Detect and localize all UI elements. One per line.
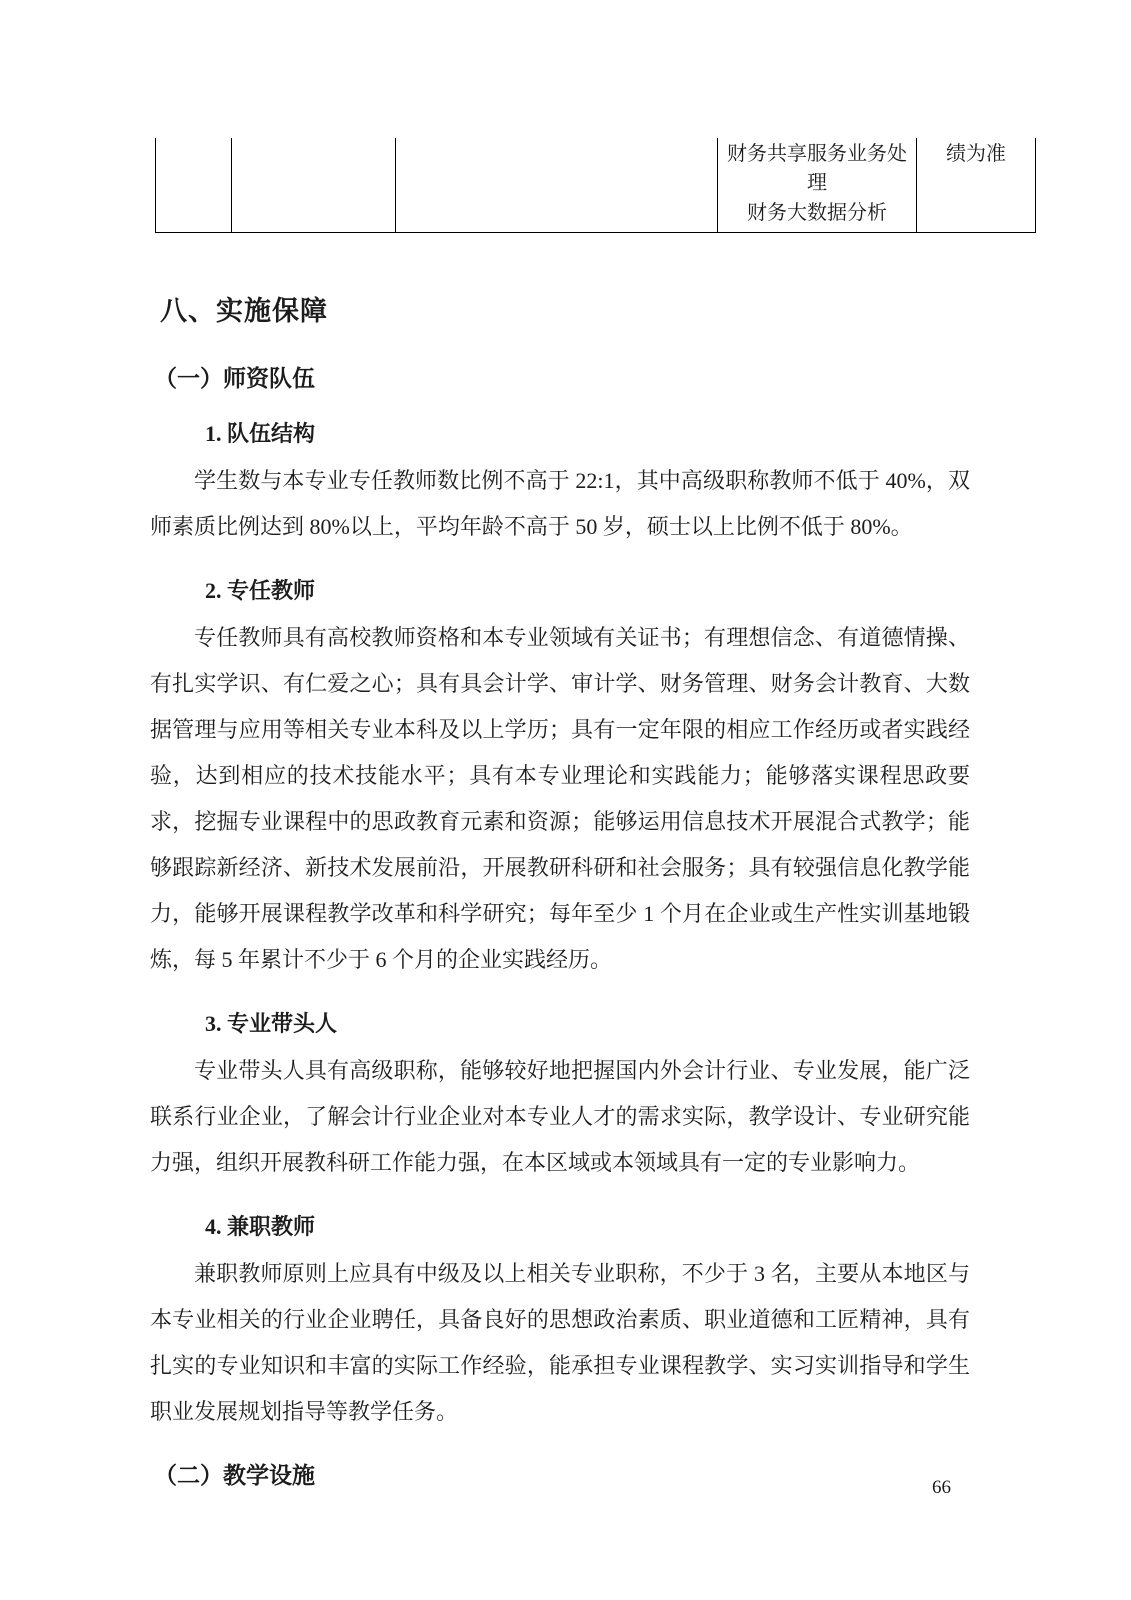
subsection-heading-teaching-staff: （一）师资队伍 <box>154 365 315 391</box>
table-cell-empty-3 <box>396 138 718 233</box>
paragraph-team-structure: 学生数与本专业专任教师数比例不高于 22:1，其中高级职称教师不低于 40%，双师素质比例达到 80%以上，平均年龄不高于 50 岁，硕士以上比例不低于 80%。 <box>150 468 970 539</box>
item-heading-parttime-teachers: 4. 兼职教师 <box>205 1214 316 1239</box>
paragraph-program-leader: 专业带头人具有高级职称，能够较好地把握国内外会计行业、专业发展，能广泛联系行业企业，了解会计行业企业对本专业人才的需求实际，教学设计、专业研究能力强，组织开展教科研工作能力强，在本区域或本领域具有一定的专业影响力。 <box>150 1058 970 1175</box>
paragraph-parttime-teachers: 兼职教师原则上应具有中级及以上相关专业职称，不少于 3 名，主要从本地区与本专业相关的行业企业聘任，具备良好的思想政治素质、职业道德和工匠精神，具有扎实的专业知识和丰富的实际工作经验，能承担专业课程教学、实习实训指导和学生职业发展规划指导等教学任务。 <box>150 1261 970 1424</box>
table-cell-empty-1 <box>156 138 232 233</box>
item-heading-program-leader: 3. 专业带头人 <box>205 1011 338 1036</box>
item-heading-team-structure: 1. 队伍结构 <box>205 421 316 446</box>
note-text: 绩为准 <box>946 143 1006 165</box>
section-heading-implementation-guarantee: 八、实施保障 <box>160 296 328 326</box>
document-body <box>150 289 970 1490</box>
course-name-2: 财务大数据分析 <box>747 202 887 224</box>
course-name-1: 财务共享服务业务处理 <box>727 143 907 194</box>
subsection-heading-teaching-facilities: （二）教学设施 <box>154 1462 315 1488</box>
table-cell-courses <box>718 138 917 233</box>
item-heading-fulltime-teachers: 2. 专任教师 <box>205 578 316 603</box>
table-cell-empty-2 <box>232 138 396 233</box>
paragraph-fulltime-teachers: 专任教师具有高校教师资格和本专业领域有关证书；有理想信念、有道德情操、有扎实学识、有仁爱之心；具有具会计学、审计学、财务管理、财务会计教育、大数据管理与应用等相关专业本科及以上学历；具有一定年限的相应工作经历或者实践经验，达到相应的技术技能水平；具有本专业理论和实践能力；能够落实课程思政要求，挖掘专业课程中的思政教育元素和资源；能够运用信息技术开展混合式教学；能够跟踪新经济、新技术发展前沿，开展教研科研和社会服务；具有较强信息化教学能力，能够开展课程教学改革和科学研究；每年至少 1 个月在企业或生产性实训基地锻炼，每 5 年累计不少于 6 个月的企业实践经历。 <box>150 625 970 972</box>
course-table-fragment <box>155 138 1036 233</box>
table-row <box>156 138 1036 233</box>
table-cell-note <box>917 138 1036 233</box>
page-number: 66 <box>932 1477 951 1498</box>
